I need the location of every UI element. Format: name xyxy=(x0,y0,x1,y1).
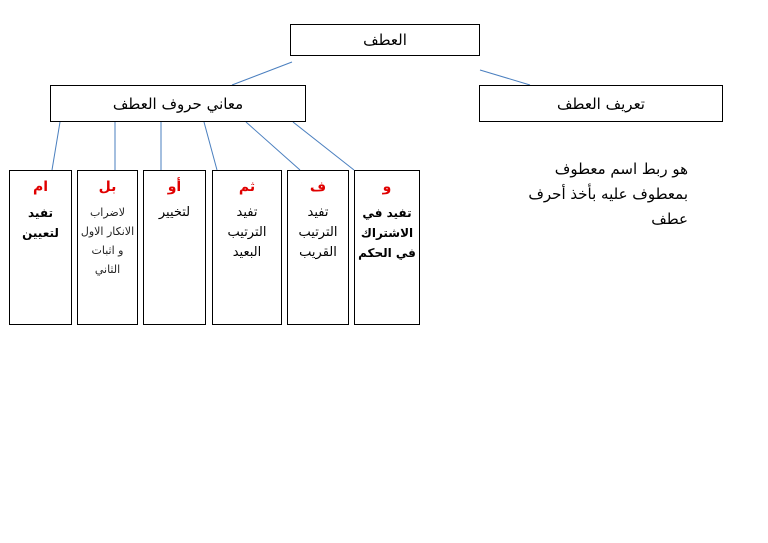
connector-thumma xyxy=(204,122,217,170)
letter-description: تفيد لتعيين xyxy=(22,206,59,240)
connector-root-definition xyxy=(480,70,530,85)
connector-fa xyxy=(246,122,300,170)
letter-label: ثم xyxy=(238,179,256,195)
connector-am xyxy=(52,122,60,170)
root-title: العطف xyxy=(363,31,407,49)
definition-title: تعريف العطف xyxy=(557,94,645,113)
letter-description: تفيد الترتيب القريب xyxy=(298,205,338,260)
letter-label: و xyxy=(382,179,392,195)
connector-root-meanings xyxy=(232,62,292,85)
letter-label: أو xyxy=(167,179,182,195)
letter-label: ام xyxy=(32,179,49,195)
letter-description: تفيد الترتيب البعيد xyxy=(227,205,267,260)
definition-text: هو ربط اسم معطوف بمعطوف عليه بأخذ أحرف عطف xyxy=(528,160,688,228)
letter-box-waw xyxy=(354,170,420,325)
letter-box-fa xyxy=(287,170,349,325)
meanings-title: معاني حروف العطف xyxy=(112,94,244,113)
letter-box-aw xyxy=(143,170,206,325)
letter-description: لتخيير xyxy=(158,205,191,220)
root-node xyxy=(290,24,480,56)
letter-description: تفيد في الاشتراك في الحكم xyxy=(358,206,416,260)
letter-box-thumma xyxy=(212,170,282,325)
meanings-node xyxy=(50,85,306,122)
letter-box-am xyxy=(9,170,72,325)
letter-box-bal xyxy=(77,170,138,325)
definition-node xyxy=(479,85,723,122)
letter-description: لاضراب الانكار الاول و اثبات الثاني xyxy=(80,206,135,276)
letter-label: ف xyxy=(309,179,327,195)
letter-label: بل xyxy=(98,179,117,195)
connector-waw xyxy=(293,122,354,170)
